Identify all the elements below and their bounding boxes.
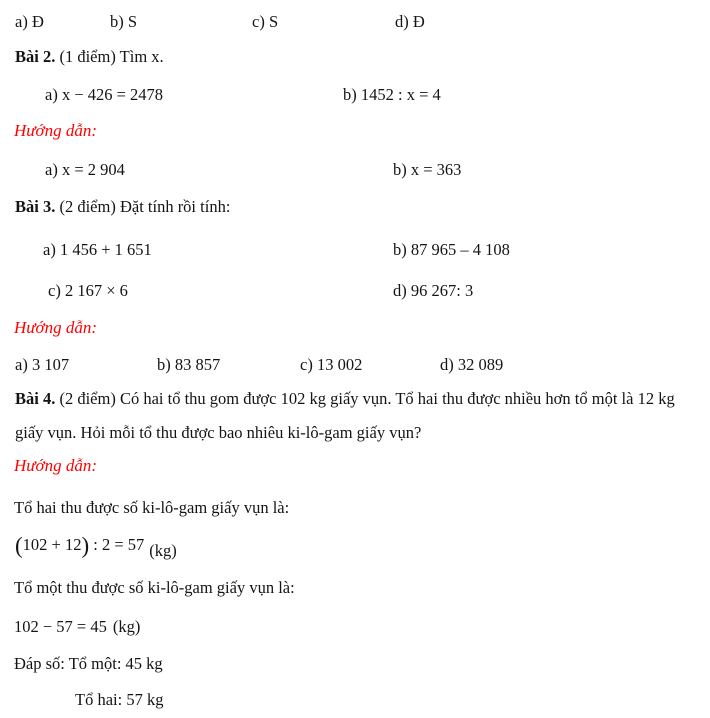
bai3-operation-c: c) 2 167 × 6	[48, 281, 128, 300]
bai3-operation-a: a) 1 456 + 1 651	[43, 240, 152, 259]
bai3-operation-b: b) 87 965 – 4 108	[393, 240, 510, 259]
bai3-answer-a: a) 3 107	[15, 355, 70, 374]
bai2-guide-label: Hướng dẫn:	[14, 121, 98, 140]
bai2-answer-b: b) x = 363	[393, 160, 462, 179]
bai4-heading-paragraph	[15, 382, 703, 450]
bai3-answer-c: c) 13 002	[300, 355, 363, 374]
bai4-equation2-body: 102 − 57 = 45	[14, 617, 107, 636]
bai2-heading-number: Bài 2.	[15, 47, 56, 66]
bai3-operation-d: d) 96 267: 3	[393, 281, 474, 300]
bai3-heading-text: (2 điểm) Đặt tính rồi tính:	[55, 197, 231, 216]
bai4-final-answer-line1: Đáp số: Tổ một: 45 kg	[14, 654, 163, 673]
bai3-answer-d: d) 32 089	[440, 355, 504, 374]
bai4-solution-line2: Tổ một thu được số ki-lô-gam giấy vụn là:	[14, 578, 295, 597]
answer-key-a: a) Đ	[15, 12, 44, 31]
bai4-solution-line1: Tổ hai thu được số ki-lô-gam giấy vụn là:	[14, 498, 290, 517]
bai3-guide-label: Hướng dẫn:	[14, 318, 98, 337]
bai4-equation1-close-paren: )	[81, 533, 90, 558]
answer-key-d: d) Đ	[395, 12, 425, 31]
bai4-equation1	[15, 533, 177, 559]
bai2-equation-a: a) x − 426 = 2478	[45, 85, 164, 104]
bai2-equation-b: b) 1452 : x = 4	[343, 85, 441, 104]
bai3-heading-number: Bài 3.	[15, 197, 56, 216]
bai4-heading-number: Bài 4.	[15, 389, 56, 408]
bai2-answer-a: a) x = 2 904	[45, 160, 125, 179]
bai4-equation1-rest: : 2 = 57	[89, 535, 145, 554]
answer-key-b: b) S	[110, 12, 138, 31]
bai2-heading-text: (1 điểm) Tìm x.	[55, 47, 164, 66]
bai3-answer-b: b) 83 857	[157, 355, 221, 374]
bai4-equation2	[14, 617, 140, 637]
bai4-guide-label: Hướng dẫn:	[14, 456, 98, 475]
answer-key-c: c) S	[252, 12, 279, 31]
bai4-heading-text: (2 điểm) Có hai tổ thu gom được 102 kg giấy vụn. Tổ hai thu được nhiều hơn tổ một là 12 kg giấy vụn. Hỏi mỗi tổ thu được bao nhiêu ki-lô-gam giấy vụn?	[15, 389, 675, 442]
bai4-equation1-unit: (kg)	[149, 541, 177, 560]
bai3-heading	[15, 197, 230, 217]
bai4-equation2-unit: (kg)	[112, 617, 141, 636]
bai4-final-answer-line2: Tổ hai: 57 kg	[75, 690, 164, 709]
bai4-equation1-body: 102 + 12	[22, 535, 82, 554]
bai4-equation1-open-paren: (	[15, 533, 23, 558]
bai2-heading	[15, 47, 164, 67]
